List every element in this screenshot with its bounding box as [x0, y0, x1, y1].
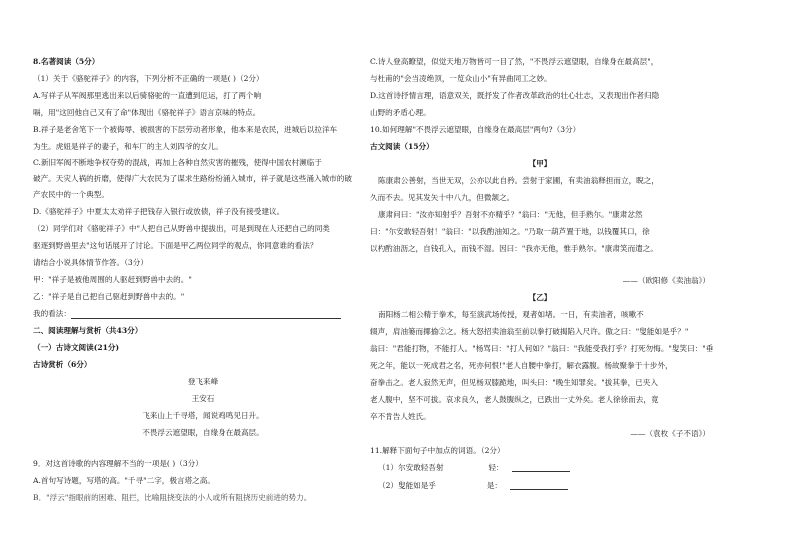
q8-1-option-c-cont: 破产。天灾人祸的折磨，使得广大农民为了谋求生路纷纷涌入城市，祥子就是这些涌入城市的破 — [33, 174, 352, 183]
q9-option-d: D.这首诗抒情言理，语意双关，既抒发了作者改革政治的壮心壮志，又表现出作者归隐 — [370, 91, 660, 100]
poem-line-2: 不畏浮云遮望眼，自缘身在最高层。 — [142, 428, 264, 437]
q11-item-1-text: （1）尔安敢轻吾射 — [378, 463, 444, 472]
q8-1-option-b-cont: 为生。虎妞是祥子的妻子，和车厂的主人刘四爷的女儿。 — [33, 142, 223, 151]
my-view-label: 我的看法： — [33, 309, 71, 318]
q9-option-c-cont: 与杜甫的"会当凌绝顶，一览众山小"有异曲同工之妙。 — [370, 74, 552, 83]
q8-2-stem-cont2: 请结合小说具体情节作答。（3分） — [33, 258, 148, 267]
passage-yi-line-6: 老人腹中，坚不可拔。哀求良久，老人鼓腹纵之，已跌出一丈外矣。老人徐徐而去，竟 — [370, 395, 659, 404]
poem-author: 王安石 — [191, 394, 215, 403]
poem-title: 登飞来峰 — [187, 377, 219, 386]
q8-1-option-b: B.祥子是老舍笔下一个被侮辱、被损害的下层劳动者形象，他本来是农民，进城后以拉洋车 — [33, 125, 338, 134]
passage-yi-source: ——（袁枚《子不语》） — [630, 429, 710, 438]
q8-1-option-c: C.新旧军阀不断地争权夺势的混战，再加上各种自然灾害的摧残，使得中国农村濒临于 — [33, 158, 322, 167]
passage-yi-line-4: 死之年，能以一死成君之名，死亦何恨!"老人自腰中拳打，解衣露腹。杨故聚拳于十步外， — [370, 361, 673, 370]
q8-2-stem: （2）同学们对《骆驼祥子》中"人把自己从野兽中提拔出，可是到现在人还把自己的同类 — [33, 224, 330, 233]
q9-stem: 9．对这首诗歌的内容理解不当的一项是( )（3分） — [33, 459, 203, 468]
section-2-title: 二、阅读理解与赏析（共43分） — [33, 326, 143, 335]
q9-option-a: A.首句写诗题，写塔的高。"千寻"二字，极言塔之高。 — [33, 476, 215, 485]
passage-jia-line-1: 陈康肃公善射，当世无双，公亦以此自矜。尝射于家圃，有卖油翁释担而立，睨之， — [378, 176, 659, 185]
q11-item-2 — [378, 481, 568, 490]
q11-item-2-text: （2）叟能如是乎 — [378, 481, 436, 490]
passage-yi-line-7: 卒不肯告人姓氏。 — [370, 412, 431, 421]
q11-stem: 11.解释下面句子中加点的词语。（2分） — [370, 446, 505, 455]
section-2-1-title: （一）古诗文阅读(21分) — [33, 343, 120, 352]
passage-jia-line-5: 以杓酌油沥之，自钱孔入，而钱不湿。因曰："我亦无他，惟手熟尔。"康肃笑而遣之。 — [370, 244, 658, 253]
passage-jia-label: 【甲】 — [528, 159, 552, 168]
passage-yi-line-1: 南阳杨二相公精于拳术，每至演武场传授，观者如堵。一日，有卖油者，咳嗽不 — [378, 310, 644, 319]
passage-yi-label: 【乙】 — [528, 293, 552, 302]
answer-line[interactable] — [71, 318, 341, 319]
poem-line-1: 飞来山上千寻塔，闻说鸡鸣见日升。 — [142, 411, 264, 420]
classical-reading-title: 古文阅读（15分） — [370, 142, 434, 151]
q8-1-stem: （1）关于《骆驼祥子》的内容，下列分析不正确的一项是( )（2分） — [33, 74, 264, 83]
passage-jia-source: ——（欧阳修《卖油翁》） — [622, 276, 710, 285]
q9-option-d-cont: 山野的矛盾心理。 — [370, 108, 431, 117]
q8-1-option-a-cont: 嗝，用"这回他自己又有了命"体现出《骆驼祥子》语言京味的特点。 — [33, 108, 261, 117]
view-yi: 乙："祥子是自己把自己驱赶到野兽中去的。" — [33, 292, 185, 301]
q9-option-b: B．"浮云"指眼前的困难、阻拦，比喻阻挠变法的小人或所有阻挠历史前进的势力。 — [33, 493, 312, 502]
view-jia: 甲："祥子是被他周围的人驱赶到野兽中去的。" — [33, 275, 192, 284]
q8-title: 8.名著阅读（5分） — [33, 57, 100, 66]
q8-1-option-a: A.写祥子从军阀那里逃出来以后骑骆驼的一直遭到厄运，打了两个响 — [33, 91, 262, 100]
q11-item-1-answer-blank[interactable] — [512, 463, 570, 472]
passage-jia-line-2: 久而不去。见其发矢十中八九，但微颔之。 — [370, 193, 515, 202]
passage-yi-line-3: 翁曰："君能打物，不能打人。"杨骂曰："打人何如？"翁曰："我能受我打乎？打死勿悔。"叟笑曰："垂 — [370, 344, 714, 353]
passage-jia-line-4: 曰："尔安敢轻吾射！"翁曰："以我酌油知之。"乃取一葫芦置于地，以钱覆其口，徐 — [370, 227, 650, 236]
q11-item-1 — [378, 463, 570, 472]
q11-item-2-answer-blank[interactable] — [510, 481, 568, 490]
q8-1-option-c-cont2: 产农民中的一个典型。 — [33, 190, 109, 199]
q11-item-1-word: 轻： — [488, 463, 504, 472]
q8-1-option-d: D.《骆驼祥子》中夏太太劝祥子把钱存入银行或放债，祥子没有接受建议。 — [33, 207, 285, 216]
q11-item-2-word: 是： — [486, 481, 503, 490]
passage-jia-line-3: 康肃问曰："汝亦知射乎？吾射不亦精乎？"翁曰："无他，但手熟尔。"康肃忿然 — [378, 210, 643, 219]
q10-stem: 10.如何理解"不畏浮云遮望眼，自缘身在最高层"两句?（3分） — [370, 125, 581, 134]
passage-yi-line-2: 辍声，肩油篓而揶揄②之。杨大怒招卖油翁至前以拳打破揭陷入尺许。傲之曰："叟能如是乎？" — [370, 327, 689, 336]
q9-option-c: C.诗人登高瞭望，似觉天地万物皆可一目了然，"不畏浮云遮望眼，自缘身在最高层"， — [370, 57, 659, 66]
passage-yi-line-5: 奋拳击之。老人寂然无声，但见杨双膝跪地，叫头曰："晚生知罪矣。"拔其拳，已夹入 — [370, 378, 658, 387]
poem-section-title: 古诗赏析（6分） — [33, 360, 92, 369]
q8-2-stem-cont: 驱逐到野兽里去"这句话展开了讨论。下面是甲乙两位同学的观点，你同意谁的看法？ — [33, 241, 318, 250]
